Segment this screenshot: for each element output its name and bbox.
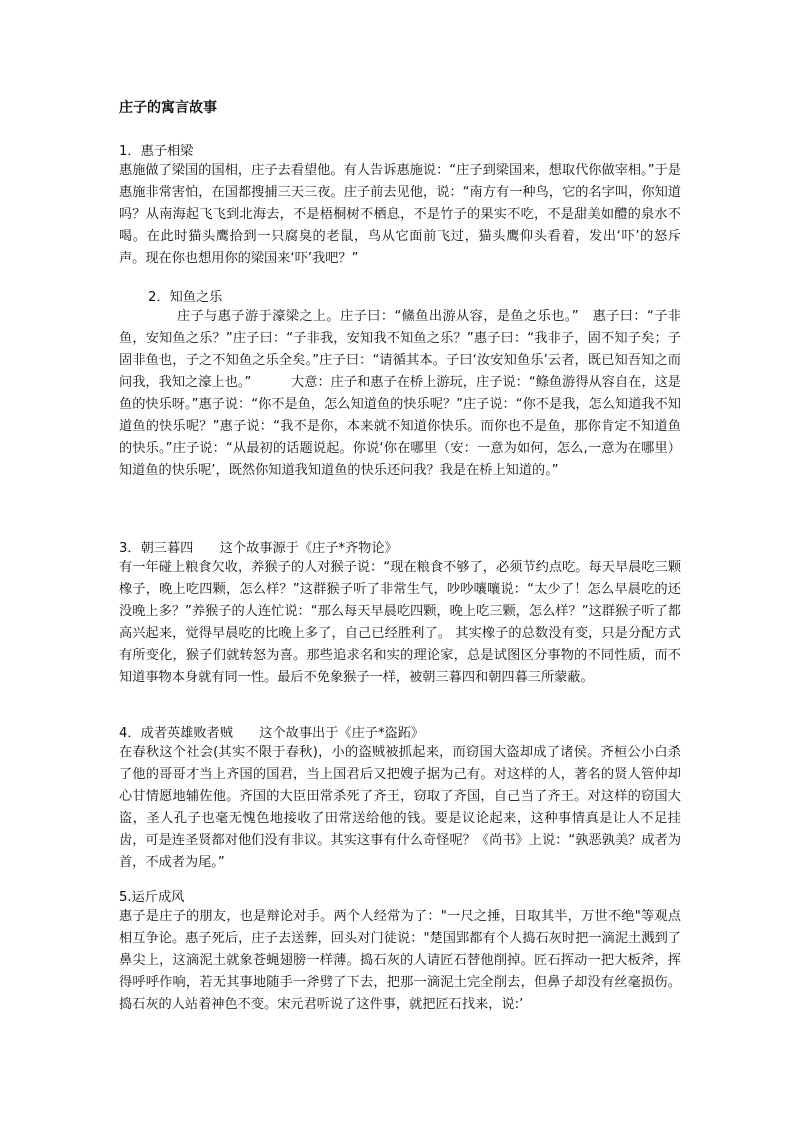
section-body-1: 惠施做了梁国的国相，庄子去看望他。有人告诉惠施说：“庄子到梁国来，想取代你做宰相。”于是惠施非常害怕，在国都搜捕三天三夜。庄子前去见他，说：“南方有一种鸟，它的名字叫，你知道吗？从南海起飞飞到北海去，不是梧桐树不栖息，不是竹子的果实不吃，不是甜美如醴的泉水不喝。在此时猫头鹰拾到一只腐臭的老鼠，鸟从它面前飞过，猫头鹰仰头看着，发出‘吓’的怒斥声。现在你也想用你的梁国来‘吓’我吧？” xyxy=(119,163,681,266)
section-body-3: 有一年碰上粮食欠收，养猴子的人对猴子说：“现在粮食不够了，必须节约点吃。每天早晨吃三颗橡子，晚上吃四颗，怎么样？”这群猴子听了非常生气，吵吵嚷嚷说：“太少了！怎么早晨吃的还没晚上多？”养猴子的人连忙说：“那么每天早晨吃四颗，晚上吃三颗，怎么样？”这群猴子听了都高兴起来，觉得早晨吃的比晚上多了，自己已经胜利了。 其实橡子的总数没有变，只是分配方式有所变化，猴子们就转怒为喜。那些追求名和实的理论家，总是试图区分事物的不同性质，而不知道事物本身就有同一性。最后不免象猴子一样，被朝三暮四和朝四暮三所蒙蔽。 xyxy=(119,560,681,685)
section-heading-3: 3．朝三暮四 这个故事源于《庄子*齐物论》 xyxy=(119,541,398,556)
document-title: 庄子的寓言故事 xyxy=(119,100,217,116)
section-heading-4: 4．成者英雄败者贼 这个故事出于《庄子*盗跖》 xyxy=(119,726,425,741)
section-heading-1: 1．惠子相梁 xyxy=(119,144,194,159)
section-body-2: 庄子与惠子游于濠梁之上。庄子曰：“鯈鱼出游从容，是鱼之乐也。” 惠子曰：“子非鱼，安知鱼之乐？”庄子曰：“子非我，安知我不知鱼之乐？”惠子曰：“我非子，固不知子矣；子固非鱼也，子之不知鱼之乐全矣。”庄子曰：“请循其本。子曰‘汝安知鱼乐’云者，既已知吾知之而问我，我知之濠上也。” 大意：庄子和惠子在桥上游玩，庄子说：“鲦鱼游得从容自在，这是鱼的快乐呀。”惠子说：“你不是鱼，怎么知道鱼的快乐呢？”庄子说：“你不是我，怎么知道我不知道鱼的快乐呢？”惠子说：“我不是你，本来就不知道你快乐。而你也不是鱼，那你肯定不知道鱼的快乐。”庄子说：“从最初的话题说起。你说‘你在哪里（安：一意为如何，怎么,一意为在哪里）知道鱼的快乐呢’，既然你知道我知道鱼的快乐还问我？我是在桥上知道的。” xyxy=(119,309,681,478)
section-heading-5: 5.运斤成风 xyxy=(119,890,185,905)
section-heading-2: 2．知鱼之乐 xyxy=(148,290,223,305)
section-body-4: 在春秋这个社会(其实不限于春秋)，小的盗贼被抓起来，而窃国大盗却成了诸侯。齐桓公小白杀了他的哥哥才当上齐国的国君，当上国君后又把嫂子据为己有。对这样的人，著名的贤人管仲却心甘情愿地辅佐他。齐国的大臣田常杀死了齐王，窃取了齐国，自己当了齐王。对这样的窃国大盗，圣人孔子也毫无愧色地接收了田常送给他的钱。要是议论起来，这种事情真是让人不足挂齿，可是连圣贤都对他们没有非议。其实这事有什么奇怪呢？《尚书》上说：“孰恶孰美？成者为首，不成者为尾。” xyxy=(119,745,681,870)
section-body-5: 惠子是庄子的朋友，也是辩论对手。两个人经常为了："一尺之捶，日取其半，万世不绝"等观点相互争论。惠子死后，庄子去送葬，回头对门徒说："楚国郢都有个人捣石灰时把一滴泥土溅到了鼻尖上，这滴泥土就象苍蝇翅膀一样薄。捣石灰的人请匠石替他削掉。匠石挥动一把大板斧，挥得呼呼作响，若无其事地随手一斧劈了下去，把那一滴泥土完全削去，但鼻子却没有丝毫损伤。捣石灰的人站着神色不变。宋元君听说了这件事，就把匠石找来，说:’ xyxy=(119,909,681,1012)
